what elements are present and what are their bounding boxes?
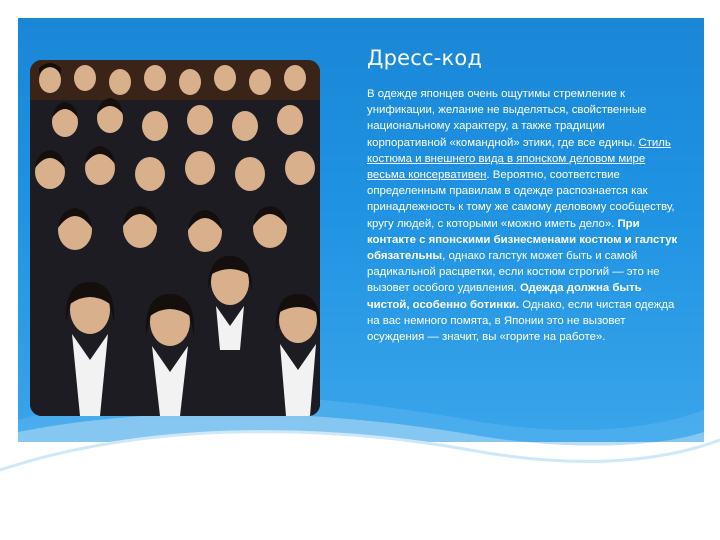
body-text-bold: При контакте с японскими бизнесменами костюм и галстук обязательны bbox=[367, 217, 678, 263]
slide-title: Дресс-код bbox=[367, 46, 483, 70]
slide-body-text bbox=[367, 86, 685, 345]
body-text-part: , однако галстук может быть и самой радикальной расцветки, если костюм строгий — это не вызовет особого удивления. bbox=[367, 250, 660, 295]
body-text-part: В одежде японцев очень ощутимы стремление к унификации, желание не выделяться, свойственные национальному характеру, а также традиции корпоративной «командной» этики, где все едины. bbox=[367, 88, 647, 149]
body-text-bold: Одежда должна быть чистой, особенно ботинки. bbox=[367, 282, 642, 311]
body-text-underlined: Стиль костюма и внешнего вида в японском деловом мире весьма консервативен bbox=[367, 136, 671, 182]
body-text-part: . Вероятно, соответствие определенным правилам в одежде распознается как принадлежность к тому же самому деловому сообществу, кругу людей, с которыми «можно иметь дело». bbox=[367, 169, 675, 230]
business-people-photo bbox=[30, 60, 320, 416]
body-text-part: Однако, если чистая одежда на вас немного помята, в Японии это не вызовет осуждения — значит, вы «горите на работе». bbox=[367, 298, 675, 344]
